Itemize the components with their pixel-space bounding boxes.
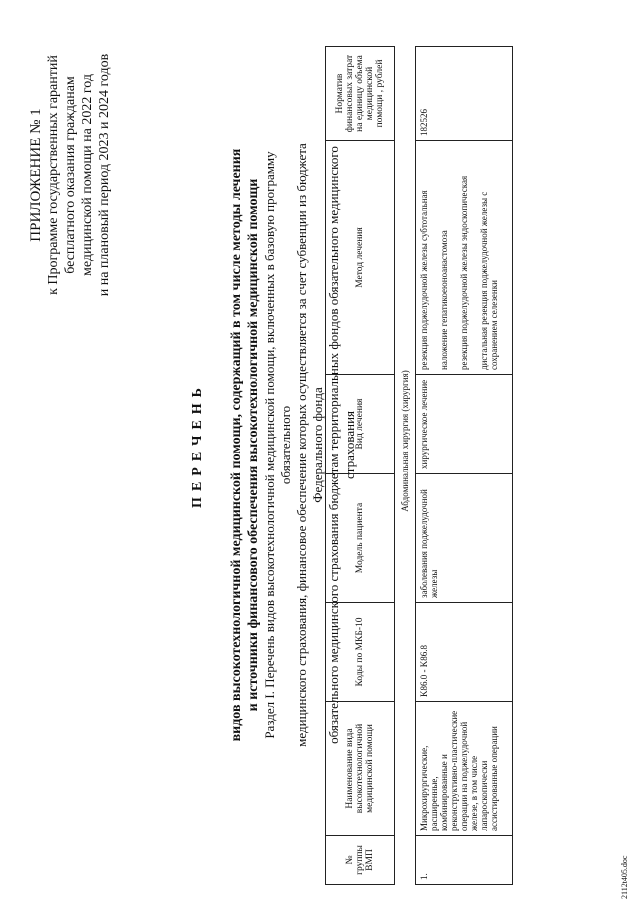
appendix-line: и на плановый период 2023 и 2024 годов: [97, 53, 112, 297]
col-header-vmp-name: Наименование вида высокотехнологичной медицинской помощи: [326, 702, 395, 836]
appendix-line: бесплатного оказания гражданам: [63, 76, 78, 274]
appendix-line: к Программе государственных гарантий: [46, 55, 61, 295]
col-header-cost-standard: Норматив финансовых затрат на единицу объема медицинской помощи , рублей: [326, 47, 395, 141]
file-name-footer: 2112t405.doc: [620, 855, 629, 899]
method-item: дистальная резекция поджелудочной железы с сохранением селезенки: [479, 191, 499, 370]
document-subtitle: видов высокотехнологичной медицинской помощи, содержащий в том числе методы лечения: [229, 148, 244, 742]
appendix-number: ПРИЛОЖЕНИЕ № 1: [28, 108, 44, 242]
cell-cost-standard: 182526: [416, 47, 513, 141]
document-heading: [190, 125, 262, 765]
appendix-line: медицинской помощи на 2022 год: [80, 74, 95, 276]
cell-group-no: 1.: [416, 836, 513, 885]
col-header-treatment-method: Метод лечения: [326, 141, 395, 375]
section-line: медицинского страхования, финансовое обеспечение которых осуществляется за счет субвенции из бюджета Федерального фонда: [294, 143, 325, 747]
section-line: Раздел I. Перечень видов высокотехнологичной медицинской помощи, включенных в базовую программу обязательного: [262, 151, 293, 739]
cell-treatment-type: хирургическое лечение: [416, 375, 513, 474]
col-header-patient-model: Модель пациента: [326, 474, 395, 603]
cell-treatment-methods: [416, 141, 513, 375]
section-line: обязательного медицинского страхования бюджетам территориальных фондов обязательного медицинского страхования: [326, 146, 357, 744]
appendix-block: [28, 5, 113, 345]
document-title: ПЕРЕЧЕНЬ: [190, 382, 205, 508]
cell-icd-codes: K86.0 - K86.8: [416, 603, 513, 702]
method-item: резекция поджелудочной железы эндоскопическая: [459, 175, 469, 370]
vmp-table: [325, 46, 513, 885]
table-section-row: [395, 47, 416, 885]
table-header-row: [326, 47, 395, 885]
cell-vmp-name: Микрохирургические, расширенные, комбинированные и реконструктивно-пластические операции на поджелудочной железе, в том числе лапароскопически ассистированные операции: [416, 702, 513, 836]
method-item: наложение гепатикоеюноанастомоза: [439, 230, 449, 370]
col-header-treatment-type: Вид лечения: [326, 375, 395, 474]
method-item: резекция поджелудочной железы субтотальная: [419, 190, 429, 370]
table-section-label: Абдоминальная хирургия (хирургия): [400, 370, 410, 512]
document-subtitle: и источники финансового обеспечения высокотехнологичной медицинской помощи: [246, 178, 261, 712]
cell-patient-model: заболевания поджелудочной железы: [416, 474, 513, 603]
table-row: [416, 47, 513, 885]
col-header-icd-codes: Коды по МКБ-10: [326, 603, 395, 702]
col-header-group-no: № группы ВМП: [326, 836, 395, 885]
